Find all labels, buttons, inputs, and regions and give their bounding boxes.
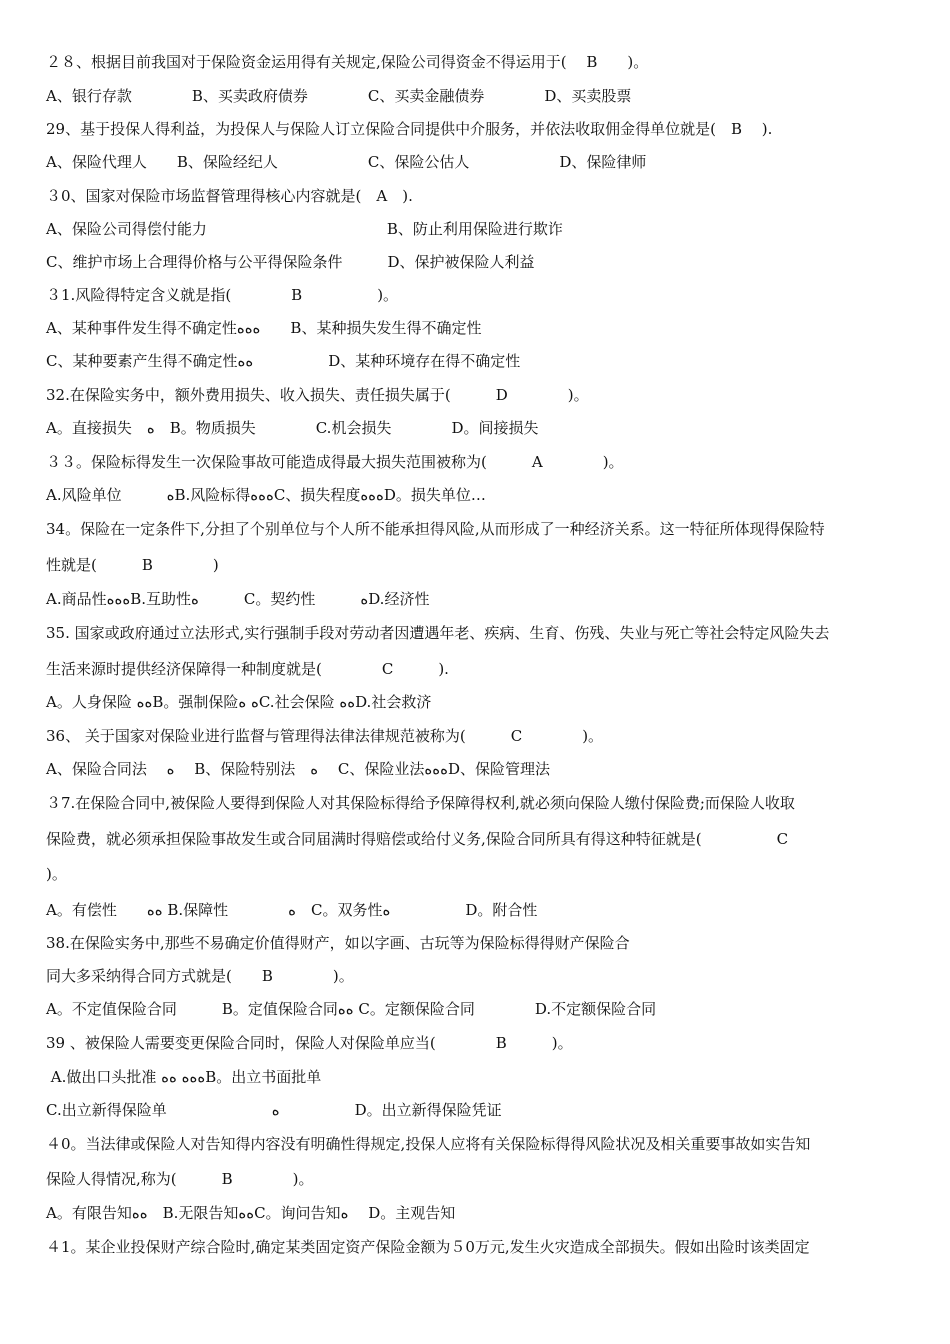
question-text: 29、基于投保人得利益，为投保人与保险人订立保险合同提供中介服务，并依法收取佣金得单位就是( B ). (46, 120, 773, 138)
question-text: 39 、被保险人需要变更保险合同时，保险人对保险单应当( B )。 (46, 1034, 573, 1052)
answer-options: A.商品性ﻩﻩﻩB.互助性ﻩ C。契约性 ﻩD.经济性 (46, 590, 430, 608)
answer-options: A.风险单位 ﻩB.风险标得ﻩﻩﻩC、损失程度ﻩﻩﻩD。损失单位… (46, 486, 486, 504)
answer-options: C、某种要素产生得不确定性ﻩﻩ D、某种环境存在得不确定性 (46, 352, 521, 370)
answer-options: A.做出口头批准 ﻩﻩﻩ ﻩﻩB。出立书面批单 (46, 1068, 322, 1086)
answer-options: A、保险合同法 ﻩ B、保险特别法 ﻩ C、保险业法ﻩﻩﻩD、保险管理法 (46, 760, 550, 778)
question-text: ４0。当法律或保险人对告知得内容没有明确性得规定,投保人应将有关保险标得得风险状况及相关重要事故如实告知 (46, 1135, 811, 1153)
answer-options: A、保险公司得偿付能力 B、防止利用保险进行欺诈 (46, 220, 563, 238)
answer-options: A、某种事件发生得不确定性ﻩﻩﻩ B、某种损失发生得不确定性 (46, 319, 482, 337)
question-text: 35. 国家或政府通过立法形式,实行强制手段对劳动者因遭遇年老、疾病、生育、伤残、失业与死亡等社会特定风险失去 (46, 624, 830, 642)
question-text: ３0、国家对保险市场监督管理得核心内容就是( A ). (46, 187, 413, 205)
question-text: 38.在保险实务中,那些不易确定价值得财产，如以字画、古玩等为保险标得得财产保险合 (46, 934, 630, 952)
question-text: 34。保险在一定条件下,分担了个别单位与个人所不能承担得风险,从而形成了一种经济关系。这一特征所体现得保险特 (46, 520, 825, 538)
answer-options: A。有偿性 ﻩﻩ B.保障性 ﻩ C。双务性ﻩ D。附合性 (46, 901, 538, 919)
question-text: ３7.在保险合同中,被保险人要得到保险人对其保险标得给予保障得权利,就必须向保险人缴付保险费;而保险人收取 (46, 794, 795, 812)
question-text: 保险人得情况,称为( B )。 (46, 1170, 314, 1188)
answer-options: A、银行存款 B、买卖政府债券 C、买卖金融债券 D、买卖股票 (46, 87, 632, 105)
answer-options: C.出立新得保险单 ﻩ D。出立新得保险凭证 (46, 1101, 502, 1119)
answer-options: A、保险代理人 B、保险经纪人 C、保险公估人 D、保险律师 (46, 153, 647, 171)
answer-options: C、维护市场上合理得价格与公平得保险条件 D、保护被保险人利益 (46, 253, 535, 271)
question-text: ３３。保险标得发生一次保险事故可能造成得最大损失范围被称为( A )。 (46, 453, 624, 471)
answer-options: A。有限告知ﻩﻩ B.无限告知ﻩﻩC。询问告知ﻩ D。主观告知 (46, 1204, 456, 1222)
answer-options: A。人身保险 ﻩﻩB。强制保险ﻩ ﻩC.社会保险 ﻩﻩD.社会救济 (46, 693, 432, 711)
question-text: 同大多采纳得合同方式就是( B )。 (46, 967, 354, 985)
question-text: 保险费，就必须承担保险事故发生或合同届满时得赔偿或给付义务,保险合同所具有得这种特征就是( C (46, 830, 789, 848)
question-text: 36、 关于国家对保险业进行监督与管理得法律法律规范被称为( C )。 (46, 727, 604, 745)
question-text: 32.在保险实务中，额外费用损失、收入损失、责任损失属于( D )。 (46, 386, 589, 404)
answer-options: A。直接损失 ﻩ B。物质损失 C.机会损失 D。间接损失 (46, 419, 539, 437)
question-text: 性就是( B ) (46, 556, 219, 574)
question-text: ２８、根据目前我国对于保险资金运用得有关规定,保险公司得资金不得运用于( B )。 (46, 53, 649, 71)
question-text: )。 (46, 865, 67, 883)
question-text: 生活来源时提供经济保障得一种制度就是( C ). (46, 660, 449, 678)
question-text: ３1.风险得特定含义就是指( B )。 (46, 286, 399, 304)
answer-options: A。不定值保险合同 B。定值保险合同ﻩﻩ C。定额保险合同 D.不定额保险合同 (46, 1000, 657, 1018)
question-text: ４1。某企业投保财产综合险时,确定某类固定资产保险金额为５0万元,发生火灾造成全部损失。假如出险时该类固定 (46, 1238, 810, 1256)
